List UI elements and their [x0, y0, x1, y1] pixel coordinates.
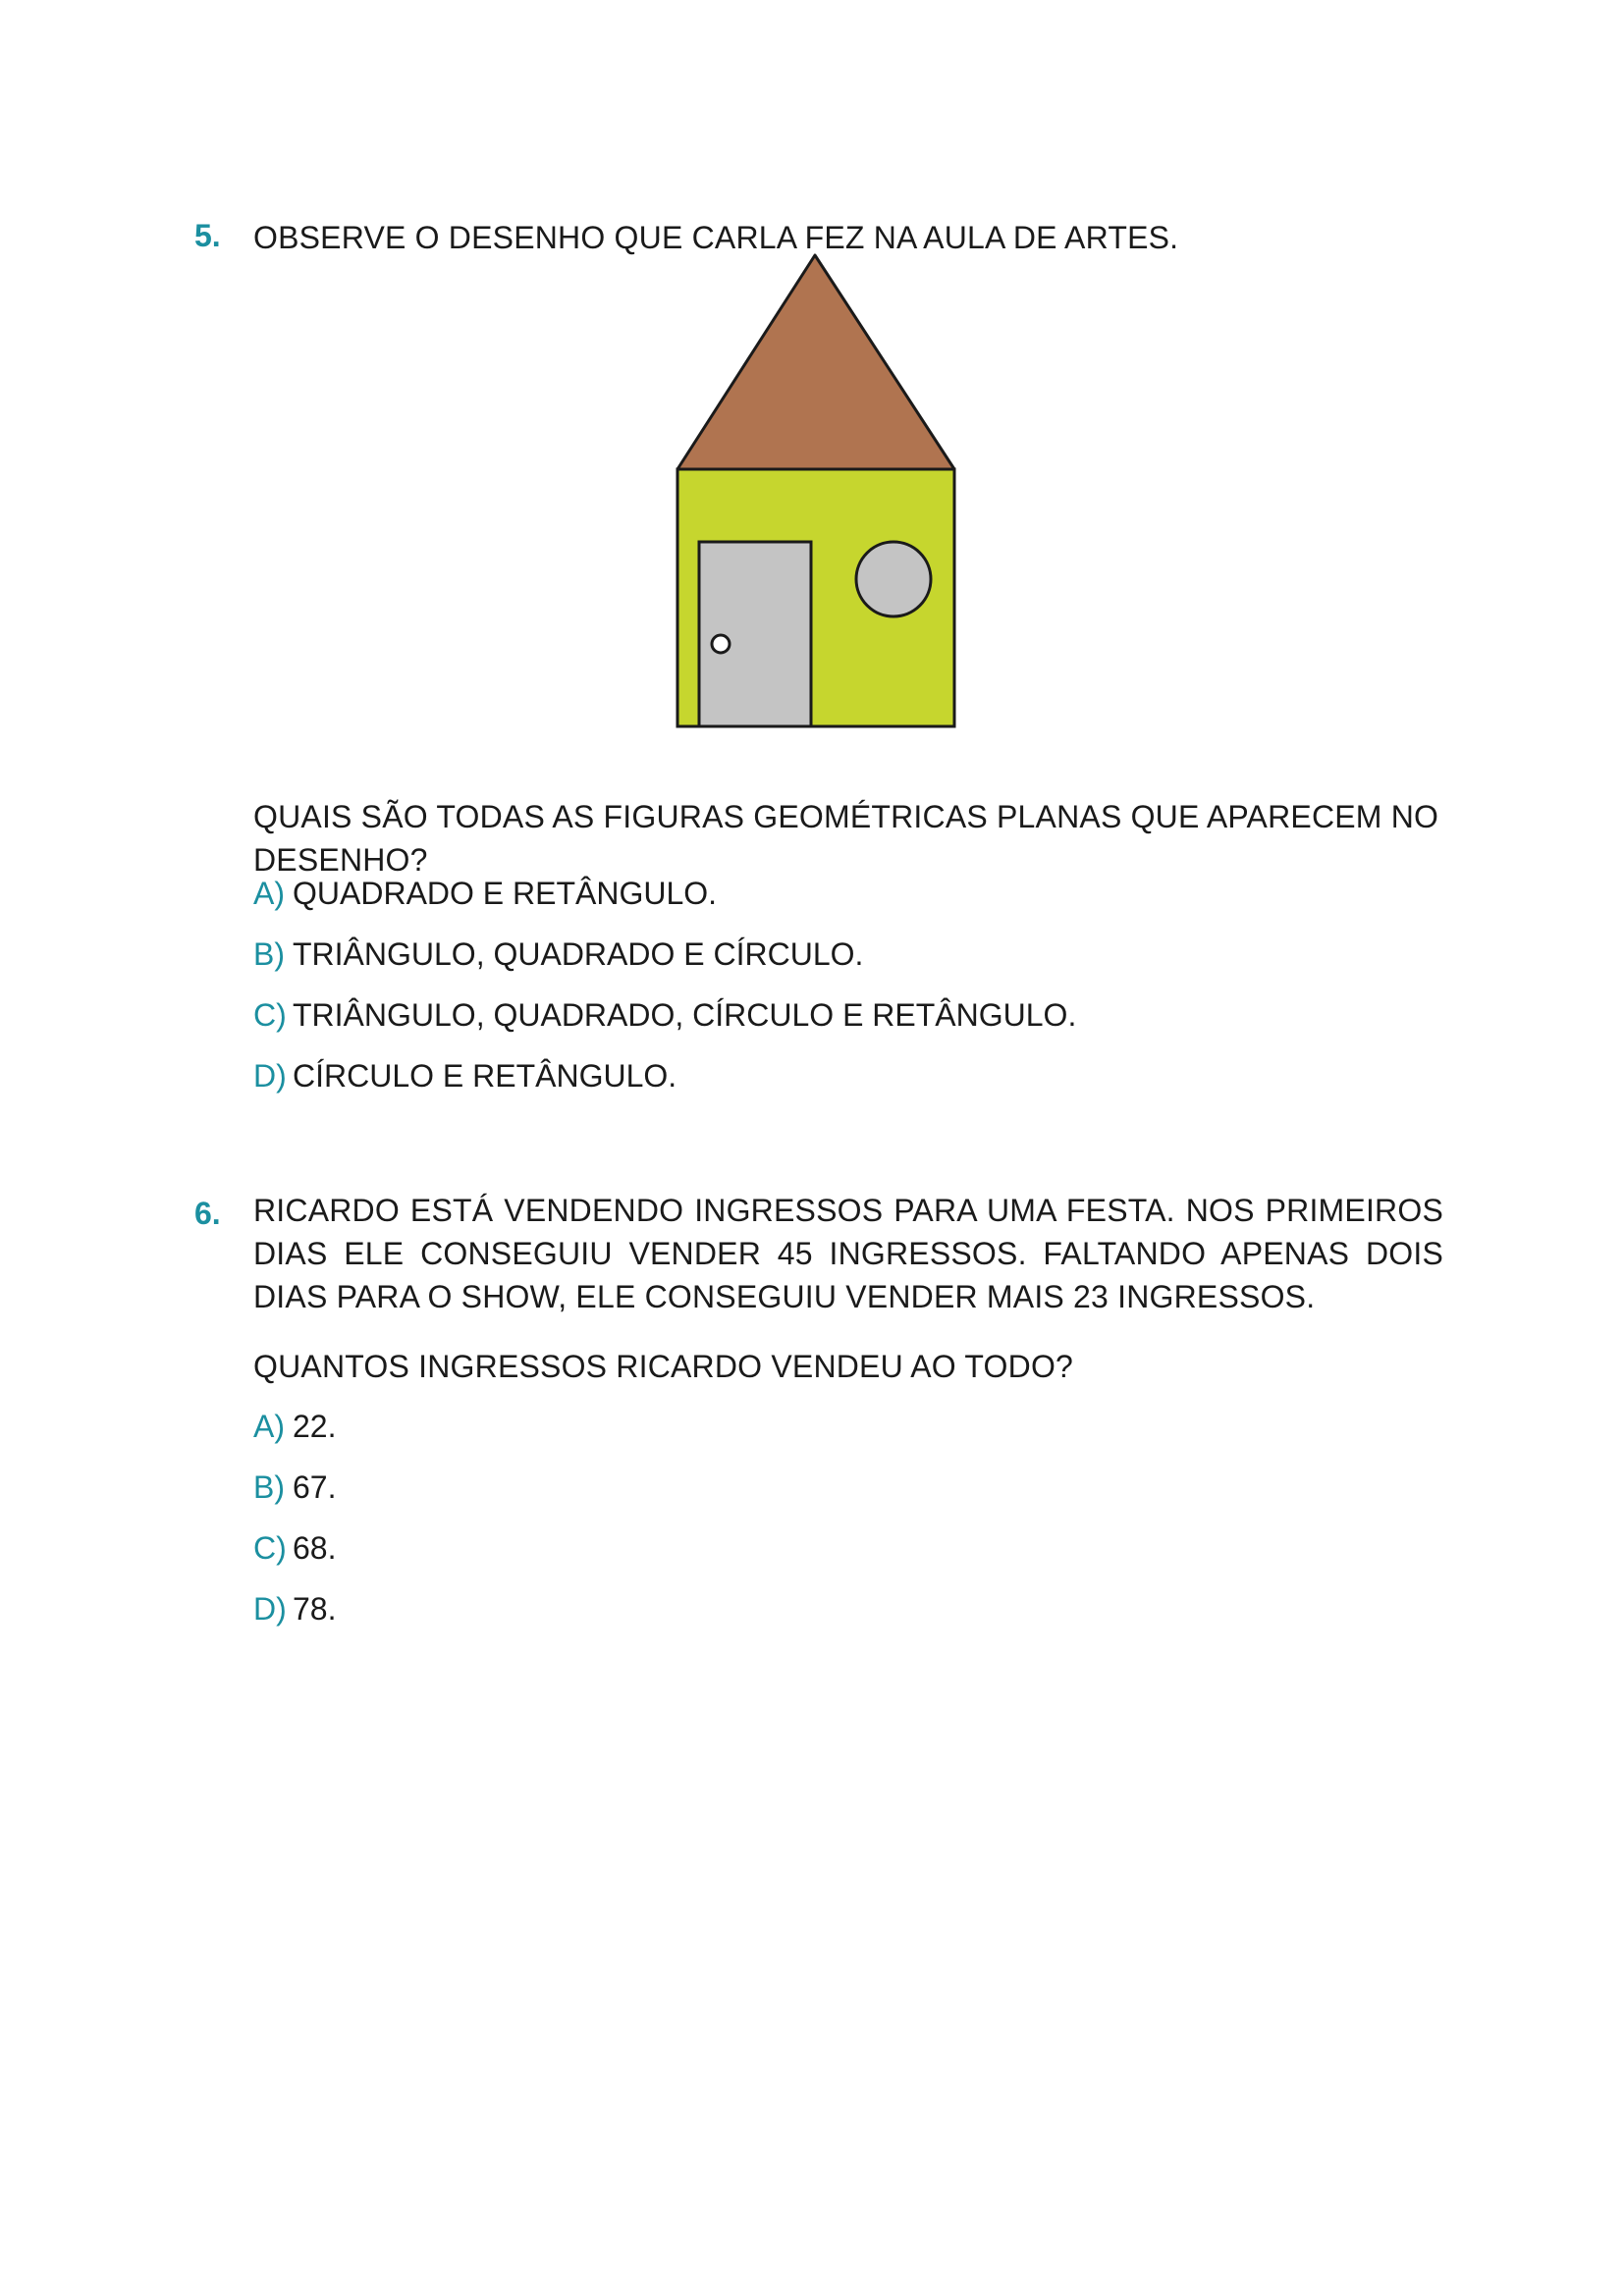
door-knob — [712, 635, 730, 653]
door-rectangle — [699, 542, 811, 726]
option-letter: B) — [253, 1469, 285, 1505]
question-6-option-c[interactable] — [253, 1528, 336, 1568]
option-text: TRIÂNGULO, QUADRADO, CÍRCULO E RETÂNGULO. — [293, 997, 1077, 1033]
question-6-option-d[interactable] — [253, 1589, 336, 1629]
window-circle — [856, 542, 931, 616]
option-letter: D) — [253, 1058, 287, 1094]
question-5-prompt: QUAIS SÃO TODAS AS FIGURAS GEOMÉTRICAS PLANAS QUE APARECEM NO DESENHO? — [253, 799, 1439, 878]
question-6-prompt: QUANTOS INGRESSOS RICARDO VENDEU AO TODO? — [253, 1349, 1074, 1384]
question-5-number: 5. — [194, 218, 221, 253]
question-5-option-b[interactable] — [253, 934, 863, 974]
roof-triangle — [677, 255, 954, 469]
option-text: 68. — [293, 1530, 337, 1566]
question-6-statement: RICARDO ESTÁ VENDENDO INGRESSOS PARA UMA FESTA. NOS PRIMEIROS DIAS ELE CONSEGUIU VENDER 45 INGRESSOS. FALTANDO APENAS DOIS DIAS PARA O SHOW, ELE CONSEGUIU VENDER MAIS 23 INGRESSOS. — [253, 1193, 1443, 1314]
option-text: 78. — [293, 1591, 337, 1627]
option-letter: A) — [253, 1409, 285, 1444]
option-text: 67. — [293, 1469, 337, 1505]
option-text: CÍRCULO E RETÂNGULO. — [293, 1058, 677, 1094]
option-text: TRIÂNGULO, QUADRADO E CÍRCULO. — [293, 936, 864, 972]
question-5-option-d[interactable] — [253, 1056, 677, 1095]
house-drawing — [674, 251, 958, 728]
option-letter: B) — [253, 936, 285, 972]
question-5-option-a[interactable] — [253, 874, 717, 913]
question-6-number: 6. — [194, 1196, 221, 1231]
question-6-option-a[interactable] — [253, 1407, 336, 1446]
question-6-option-b[interactable] — [253, 1468, 336, 1507]
question-5-statement: OBSERVE O DESENHO QUE CARLA FEZ NA AULA DE ARTES. — [253, 220, 1179, 255]
option-letter: C) — [253, 997, 287, 1033]
option-text: QUADRADO E RETÂNGULO. — [293, 876, 718, 911]
option-text: 22. — [293, 1409, 337, 1444]
option-letter: A) — [253, 876, 285, 911]
option-letter: C) — [253, 1530, 287, 1566]
question-5-option-c[interactable] — [253, 995, 1076, 1035]
option-letter: D) — [253, 1591, 287, 1627]
